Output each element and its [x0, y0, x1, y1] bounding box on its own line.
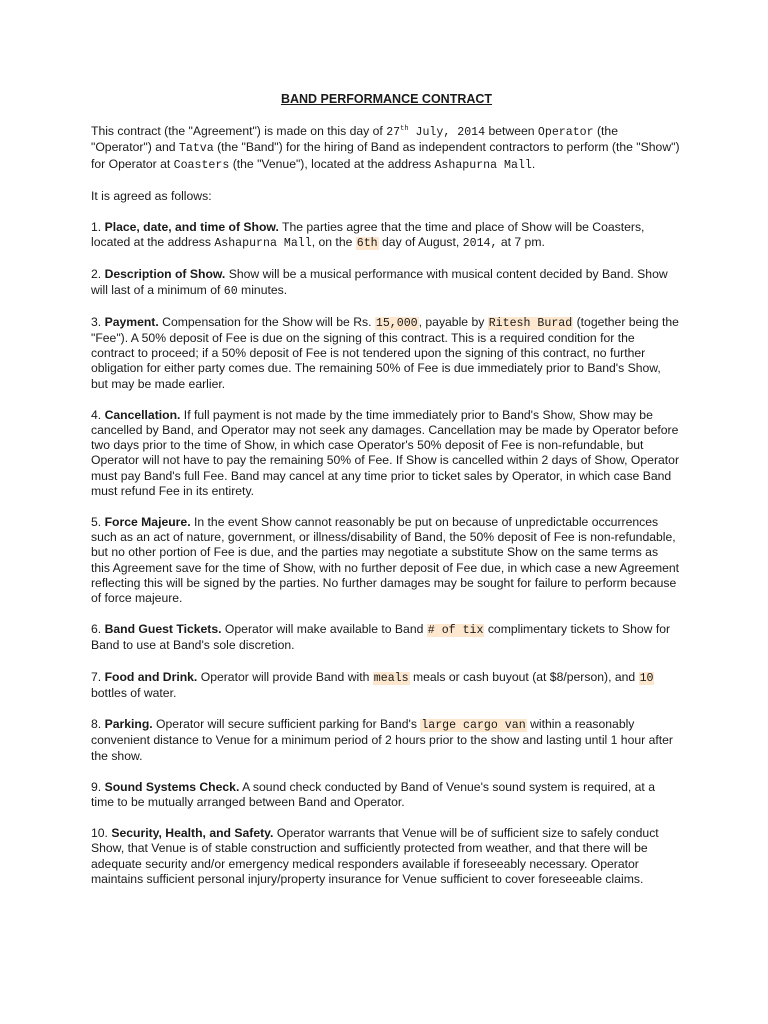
- section-4: 4. Cancellation. If full payment is not made by the time immediately prior to Band's Show, Show may be cancelled by Band, and Operator may not seek any damages. Cancellation may be made by Operator before two days prior to the time of Show, in which case Operator's 50% deposit of Fee is non-refundable, but Operator will not have to pay the remaining 50% of Fee. If Show is cancelled within 2 days of Show, Operator must pay Band's full Fee. Band may cancel at any time prior to ticket sales by Operator, in which case Band must refund Fee in its entirety.: [91, 407, 680, 498]
- section-heading: Description of Show.: [104, 267, 226, 282]
- section-10: 10. Security, Health, and Safety. Operator warrants that Venue will be of sufficient size to safely conduct Show, that Venue is of stable construction and sufficiently protected from weather, and that there will be adequate security and/or emergency medical responders available if foreseeably necessary. Operator maintains sufficient personal injury/property insurance for Venue sufficient to cover foreseeable claims.: [91, 826, 659, 886]
- section-heading: Sound Systems Check.: [104, 779, 240, 794]
- show-year: 2014,: [462, 237, 498, 251]
- section-heading: Food and Drink.: [104, 669, 198, 684]
- venue-name: Coasters: [173, 158, 230, 172]
- vehicle-field: large cargo van: [421, 719, 526, 733]
- band-name: Tatva: [178, 142, 214, 156]
- section-7: 7. Food and Drink. Operator will provide Band with meals meals or cash buyout (at $8/person), and 10 bottles of water.: [91, 669, 654, 700]
- section-2: 2. Description of Show. Show will be a musical performance with musical content decided by Band. Show will last of a minimum of 60 minutes.: [91, 267, 668, 298]
- section-5: 5. Force Majeure. In the event Show cannot reasonably be put on because of unpredictable occurrences such as an act of nature, government, or illness/disability of Band, the 50% deposit of Fee is non-refundable, but no other portion of Fee is due, and the parties may negotiate a substitute Show on the same terms as this Agreement save for the time of Show, with no further deposit of Fee due, in which case a new Agreement reflecting this will be signed by the parties. No further damages may be sought for failure to perform because of force majeure.: [91, 515, 680, 606]
- section-heading: Place, date, and time of Show.: [104, 220, 279, 235]
- show-day-field: 6th: [356, 237, 378, 251]
- tickets-field: # of tix: [427, 624, 484, 638]
- meals-field: meals: [373, 671, 409, 685]
- intro-paragraph: This contract (the "Agreement") is made on this day of 27th July, 2014 between Operator (the "Operator") and Tatva (the "Band") for the hiring of Band as independent contractors to perform (the "Show") for Operator at Coasters (the "Venue"), located at the address Ashapurna Mall.: [91, 124, 680, 172]
- section-heading: Payment.: [104, 314, 159, 329]
- agreed-line: It is agreed as follows:: [91, 188, 212, 203]
- section-9: 9. Sound Systems Check. A sound check conducted by Band of Venue's sound system is required, at a time to be mutually arranged between Band and Operator.: [91, 779, 655, 809]
- section-6: 6. Band Guest Tickets. Operator will make available to Band # of tix complimentary tickets to Show for Band to use at Band's sole discretion.: [91, 622, 671, 653]
- fee-amount-field: 15,000: [375, 316, 418, 330]
- section-heading: Force Majeure.: [104, 515, 191, 530]
- venue-address: Ashapurna Mall: [434, 158, 532, 172]
- section-8: 8. Parking. Operator will secure sufficient parking for Band's large cargo van within a reasonably convenient distance to Venue for a minimum period of 2 hours prior to the show and lasting until 1 hour after the show.: [91, 717, 673, 763]
- show-address: Ashapurna Mall: [214, 237, 312, 251]
- section-heading: Cancellation.: [104, 407, 181, 422]
- contract-date: 27th July, 2014: [386, 125, 486, 140]
- payer-field: Ritesh Burad: [488, 316, 573, 330]
- operator-name: Operator: [537, 126, 594, 140]
- section-heading: Parking.: [104, 717, 153, 732]
- bottles-field: 10: [639, 671, 654, 685]
- section-1: 1. Place, date, and time of Show. The parties agree that the time and place of Show will be Coasters, located at the address Ashapurna Mall, on the 6th day of August, 2014, at 7 pm.: [91, 220, 645, 251]
- section-3: 3. Payment. Compensation for the Show will be Rs. 15,000, payable by Ritesh Burad (together being the "Fee"). A 50% deposit of Fee is due on the signing of this contract. This is a required condition for the contract to proceed; if a 50% deposit of Fee is not tendered upon the signing of this contract, no further obligation for either party comes due. The remaining 50% of Fee is due immediately prior to Band's Show, but may be made earlier.: [91, 314, 679, 391]
- show-minutes: 60: [223, 284, 238, 298]
- section-heading: Band Guest Tickets.: [104, 622, 222, 637]
- section-heading: Security, Health, and Safety.: [111, 826, 274, 841]
- document-title: BAND PERFORMANCE CONTRACT: [280, 92, 493, 106]
